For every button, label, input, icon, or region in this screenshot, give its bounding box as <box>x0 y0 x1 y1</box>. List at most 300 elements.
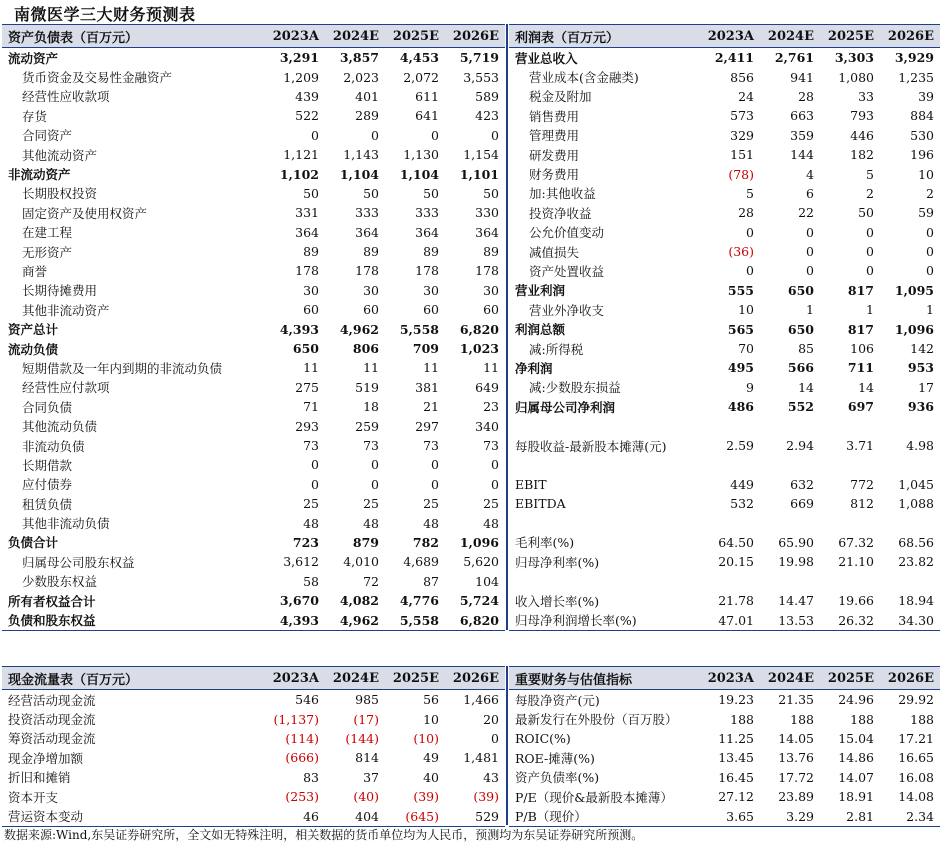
row-label: P/E（现价&最新股本摊薄） <box>515 789 673 805</box>
cell-value <box>880 572 940 591</box>
cell-value: 2.81 <box>820 806 880 826</box>
table-row <box>2 223 505 242</box>
table-row <box>509 203 940 222</box>
year-header: 2025E <box>820 667 880 690</box>
row-label: ROIC(%) <box>515 730 571 746</box>
cell-value: (144) <box>345 730 379 746</box>
cell-value: (39) <box>413 789 439 805</box>
cell-value: 13.53 <box>760 610 820 630</box>
cell-value: 14 <box>858 379 874 395</box>
cell-value: 4,453 <box>399 50 439 66</box>
cell-value: 11 <box>363 360 379 376</box>
cell-value: 449 <box>730 476 754 492</box>
row-label: 最新发行在外股份（百万股） <box>515 712 678 728</box>
table-row <box>2 281 505 300</box>
cell-value <box>820 416 880 435</box>
row-label: 每股收益-最新股本摊薄(元) <box>515 438 667 454</box>
row-label: 流动负债 <box>8 341 59 357</box>
cell-value: 60 <box>483 302 499 318</box>
table-row <box>2 184 505 203</box>
cell-value: 4,962 <box>339 321 379 337</box>
cell-value: 43 <box>483 769 499 785</box>
row-label: 少数股东权益 <box>22 574 98 590</box>
table-row <box>2 87 505 106</box>
cell-value: 423 <box>475 108 499 124</box>
cell-value: 641 <box>415 108 439 124</box>
table-row <box>509 145 940 164</box>
cell-value: 196 <box>910 147 934 163</box>
table-row <box>2 126 505 145</box>
cell-value: (78) <box>728 166 754 182</box>
cell-value: 0 <box>926 224 934 240</box>
cell-value: 14.08 <box>898 789 934 805</box>
table-row <box>2 455 505 474</box>
cell-value: 1,101 <box>459 166 499 182</box>
cell-value: 188 <box>850 711 874 727</box>
row-label: 经营性应收款项 <box>22 89 110 105</box>
cell-value: 884 <box>910 108 934 124</box>
cell-value: 0 <box>371 127 379 143</box>
cell-value: 188 <box>730 711 754 727</box>
cell-value: 2,411 <box>714 50 754 66</box>
cell-value: 22 <box>798 205 814 221</box>
cell-value: 70 <box>738 341 754 357</box>
cell-value <box>760 513 820 532</box>
cell-value: 953 <box>907 360 934 376</box>
table-row <box>2 164 505 183</box>
cell-value: 0 <box>866 244 874 260</box>
cell-value: 178 <box>415 263 439 279</box>
row-label: 所有者权益合计 <box>8 593 96 609</box>
cell-value: 0 <box>311 127 319 143</box>
cell-value: 23 <box>483 399 499 415</box>
year-header: 2025E <box>820 25 880 48</box>
table-row <box>509 475 940 494</box>
cell-value: 19.98 <box>778 554 814 570</box>
cell-value: 60 <box>423 302 439 318</box>
cell-value: 0 <box>311 476 319 492</box>
cell-value: 0 <box>746 263 754 279</box>
cell-value: 1,154 <box>463 147 499 163</box>
cell-value: 697 <box>847 399 874 415</box>
cell-value: 46 <box>265 806 325 826</box>
cell-value: 0 <box>866 263 874 279</box>
cell-value: 293 <box>295 418 319 434</box>
row-label: 销售费用 <box>529 108 580 124</box>
row-label: 应付债券 <box>22 477 73 493</box>
cell-value: (253) <box>285 789 319 805</box>
cell-value: 50 <box>363 185 379 201</box>
row-label: 利润总额 <box>515 322 566 338</box>
cell-value: 19.66 <box>838 593 874 609</box>
cell-value: 4,010 <box>343 554 379 570</box>
cell-value: 49 <box>423 750 439 766</box>
cell-value: 663 <box>790 108 814 124</box>
cell-value <box>880 455 940 474</box>
row-label <box>509 513 700 532</box>
table-row <box>2 261 505 280</box>
cell-value: 14.47 <box>778 593 814 609</box>
cell-value: 2.94 <box>786 438 814 453</box>
cell-value: 297 <box>415 418 439 434</box>
table-row <box>509 729 940 748</box>
table-row <box>2 572 505 591</box>
row-label: 加:其他收益 <box>529 186 596 202</box>
cell-value: 817 <box>847 321 874 337</box>
cell-value: 611 <box>415 88 439 104</box>
cell-value: 16.08 <box>898 769 934 785</box>
cell-value: 106 <box>850 341 874 357</box>
row-label: 投资活动现金流 <box>8 712 96 728</box>
cell-value: 24 <box>738 88 754 104</box>
metrics-header-row <box>509 667 940 690</box>
cell-value: 188 <box>910 711 934 727</box>
row-label: 其他流动负债 <box>22 419 98 435</box>
cell-value: 0 <box>806 244 814 260</box>
cell-value: 2,023 <box>343 69 379 85</box>
cell-value: 2 <box>926 185 934 201</box>
year-header: 2026E <box>880 25 940 48</box>
row-label: 现金净增加额 <box>8 750 84 766</box>
row-label: 其他流动资产 <box>22 147 98 163</box>
cell-value: (666) <box>285 750 319 766</box>
table-row <box>509 455 940 474</box>
cell-value: 14.86 <box>838 750 874 766</box>
cell-value <box>700 513 760 532</box>
cell-value <box>880 416 940 435</box>
cell-value: 1,080 <box>838 69 874 85</box>
table-row <box>2 475 505 494</box>
cell-value: 519 <box>355 379 379 395</box>
cell-value: 83 <box>303 769 319 785</box>
cell-value: 446 <box>850 127 874 143</box>
cell-value: 14 <box>798 379 814 395</box>
cell-value: 364 <box>475 224 499 240</box>
cell-value: 329 <box>730 127 754 143</box>
cell-value: 522 <box>295 108 319 124</box>
cell-value: 73 <box>363 438 379 453</box>
cell-value: 48 <box>423 515 439 531</box>
cell-value: 0 <box>431 457 439 473</box>
cell-value: 530 <box>910 127 934 143</box>
table-row <box>2 242 505 261</box>
table-row <box>2 416 505 435</box>
row-label: 减:所得税 <box>529 341 584 357</box>
table-row <box>509 242 940 261</box>
cell-value: 72 <box>363 573 379 589</box>
row-label: 资产负债率(%) <box>515 770 600 786</box>
table-row <box>509 126 940 145</box>
cell-value: 817 <box>847 282 874 298</box>
year-header: 2026E <box>445 667 505 690</box>
table-row <box>2 610 505 630</box>
cell-value: 3,929 <box>894 50 934 66</box>
row-label: 营业总收入 <box>515 50 578 66</box>
cell-value: 14.07 <box>838 769 874 785</box>
row-label: 营运资本变动 <box>2 806 265 826</box>
cell-value: 4 <box>806 166 814 182</box>
cell-value: 0 <box>371 476 379 492</box>
cell-value: 1,235 <box>898 69 934 85</box>
cell-value: 330 <box>475 205 499 221</box>
table-row <box>509 806 940 826</box>
row-label: 其他非流动资产 <box>22 302 110 318</box>
cell-value: 40 <box>423 769 439 785</box>
cell-value: 27.12 <box>718 789 754 805</box>
cell-value: 59 <box>918 205 934 221</box>
cashflow-table <box>2 666 505 827</box>
cell-value: 1 <box>926 302 934 318</box>
cell-value: (10) <box>413 730 439 746</box>
row-label: 减值损失 <box>529 244 580 260</box>
table-row <box>509 768 940 787</box>
cell-value: 1,104 <box>339 166 379 182</box>
cell-value: 26.32 <box>820 610 880 630</box>
cell-value: 814 <box>355 750 379 766</box>
cell-value: 87 <box>423 573 439 589</box>
cell-value: 47.01 <box>700 610 760 630</box>
cell-value: 0 <box>926 263 934 279</box>
row-label: 收入增长率(%) <box>515 593 600 609</box>
cell-value: 29.92 <box>898 692 934 708</box>
table-row <box>509 397 940 416</box>
cell-value: 529 <box>445 806 505 826</box>
table-row <box>509 261 940 280</box>
cell-value: 50 <box>423 185 439 201</box>
cell-value: 3,857 <box>339 50 379 66</box>
row-label: 经营活动现金流 <box>8 692 96 708</box>
row-label <box>509 416 700 435</box>
cell-value: (17) <box>353 711 379 727</box>
cell-value: 0 <box>806 263 814 279</box>
cell-value: 3,612 <box>283 554 319 570</box>
cell-value: 21.35 <box>778 692 814 708</box>
cell-value: 10 <box>918 166 934 182</box>
cell-value: 1,130 <box>403 147 439 163</box>
cell-value: (39) <box>473 789 499 805</box>
cell-value: 89 <box>303 244 319 260</box>
balance-header-row <box>2 25 505 48</box>
cell-value: 709 <box>412 341 439 357</box>
report-title: 南微医学三大财务预测表 <box>14 5 196 24</box>
income-header-row <box>509 25 940 48</box>
cell-value: 178 <box>295 263 319 279</box>
cell-value: 60 <box>303 302 319 318</box>
row-label: 税金及附加 <box>529 89 592 105</box>
cell-value <box>700 416 760 435</box>
row-label: EBITDA <box>515 496 566 512</box>
cell-value: 359 <box>790 127 814 143</box>
table-row <box>509 358 940 377</box>
year-header: 2023A <box>265 667 325 690</box>
cell-value: 11.25 <box>718 730 754 746</box>
cell-value: (114) <box>285 730 319 746</box>
cell-value: 793 <box>850 108 874 124</box>
cell-value: 30 <box>423 282 439 298</box>
cell-value: 6,820 <box>459 321 499 337</box>
vertical-divider-bottom <box>506 666 508 825</box>
table-row <box>2 729 505 748</box>
cell-value: 1,045 <box>898 476 934 492</box>
cell-value: 669 <box>790 496 814 512</box>
cell-value: 1,209 <box>283 69 319 85</box>
cell-value: 333 <box>355 205 379 221</box>
row-label: 归属母公司净利润 <box>515 399 616 415</box>
cell-value: 555 <box>727 282 754 298</box>
table-row <box>509 87 940 106</box>
cell-value: 73 <box>483 438 499 453</box>
cell-value: 0 <box>431 476 439 492</box>
cell-value: 73 <box>423 438 439 453</box>
table-row <box>2 494 505 513</box>
cell-value: 15.04 <box>838 730 874 746</box>
cell-value: 28 <box>798 88 814 104</box>
cell-value: 39 <box>918 88 934 104</box>
cell-value: 20 <box>483 711 499 727</box>
cell-value: 381 <box>415 379 439 395</box>
table-row <box>509 552 940 571</box>
cell-value: 565 <box>727 321 754 337</box>
table-row <box>2 690 505 710</box>
row-label: 固定资产及使用权资产 <box>22 205 148 221</box>
table-row <box>509 494 940 513</box>
row-label: P/B（现价） <box>509 806 700 826</box>
cell-value: 60 <box>363 302 379 318</box>
metrics-table <box>509 666 940 827</box>
cell-value: 331 <box>295 205 319 221</box>
year-header: 2023A <box>700 667 760 690</box>
table-row <box>509 378 940 397</box>
row-label: 毛利率(%) <box>515 535 575 551</box>
cell-value: 58 <box>303 573 319 589</box>
cell-value: 4,689 <box>403 554 439 570</box>
cell-value: 19.23 <box>718 692 754 708</box>
cell-value: 64.50 <box>718 534 754 550</box>
cell-value: 0 <box>491 457 499 473</box>
table-row <box>509 223 940 242</box>
cell-value: 17.72 <box>778 769 814 785</box>
cell-value: 856 <box>730 69 754 85</box>
table-row <box>509 281 940 300</box>
cell-value: 5,620 <box>463 554 499 570</box>
cell-value: 1,121 <box>283 147 319 163</box>
cell-value: 188 <box>790 711 814 727</box>
cell-value: 34.30 <box>880 610 940 630</box>
cell-value: 632 <box>790 476 814 492</box>
cell-value: 650 <box>787 282 814 298</box>
cell-value: 17.21 <box>898 730 934 746</box>
cell-value: 879 <box>352 534 379 550</box>
table-row <box>2 339 505 358</box>
cell-value: 178 <box>355 263 379 279</box>
cell-value: 711 <box>847 360 874 376</box>
cell-value: 89 <box>423 244 439 260</box>
cell-value: 11 <box>423 360 439 376</box>
table-row <box>509 690 940 710</box>
table-row <box>2 67 505 86</box>
row-label: 营业外净收支 <box>529 302 605 318</box>
cell-value: 50 <box>483 185 499 201</box>
cell-value: 5,558 <box>399 321 439 337</box>
cell-value: 649 <box>475 379 499 395</box>
row-label: ROE-摊薄(%) <box>515 750 595 766</box>
row-label: 负债合计 <box>8 535 59 551</box>
row-label: 商誉 <box>22 263 48 279</box>
cell-value: 28 <box>738 205 754 221</box>
row-label: 折旧和摊销 <box>8 770 71 786</box>
cell-value: 89 <box>483 244 499 260</box>
cell-value: 364 <box>415 224 439 240</box>
cell-value: 23.89 <box>778 789 814 805</box>
table-row <box>509 67 940 86</box>
row-label: 每股净资产(元) <box>515 692 600 708</box>
row-label: 其他非流动负债 <box>22 516 110 532</box>
table-row <box>2 436 505 455</box>
cell-value: 30 <box>483 282 499 298</box>
cell-value: 723 <box>292 534 319 550</box>
year-header: 2026E <box>880 667 940 690</box>
cell-value: 573 <box>730 108 754 124</box>
table-row <box>2 145 505 164</box>
cell-value: 48 <box>303 515 319 531</box>
cell-value: 1,096 <box>894 321 934 337</box>
cell-value <box>760 416 820 435</box>
cashflow-title: 现金流量表（百万元） <box>2 667 265 690</box>
cell-value: 364 <box>355 224 379 240</box>
row-label: 财务费用 <box>529 167 580 183</box>
cell-value: 21.78 <box>718 593 754 609</box>
cell-value: 275 <box>295 379 319 395</box>
cell-value: 16.65 <box>898 750 934 766</box>
table-row <box>2 768 505 787</box>
cell-value: 182 <box>850 147 874 163</box>
cell-value: 0 <box>311 457 319 473</box>
cell-value: 50 <box>858 205 874 221</box>
row-label: 货币资金及交易性金融资产 <box>22 70 173 86</box>
table-row <box>509 513 940 532</box>
cell-value: 401 <box>355 88 379 104</box>
table-row <box>509 748 940 767</box>
cell-value: 4,393 <box>279 321 319 337</box>
row-label: 负债和股东权益 <box>2 610 265 630</box>
cell-value: 404 <box>325 806 385 826</box>
year-header: 2024E <box>760 25 820 48</box>
cell-value: 532 <box>730 496 754 512</box>
table-row <box>2 591 505 610</box>
cell-value: 0 <box>926 244 934 260</box>
table-row <box>2 300 505 319</box>
cell-value <box>820 572 880 591</box>
cell-value: 5,719 <box>459 50 499 66</box>
row-label <box>509 572 700 591</box>
cell-value: 0 <box>371 457 379 473</box>
cell-value <box>820 513 880 532</box>
cell-value: 812 <box>850 496 874 512</box>
cell-value: 2,761 <box>774 50 814 66</box>
cell-value: 589 <box>475 88 499 104</box>
row-label: 租赁负债 <box>22 496 73 512</box>
cell-value <box>820 455 880 474</box>
cell-value: 486 <box>727 399 754 415</box>
cell-value: 4,776 <box>399 593 439 609</box>
cell-value: 1,088 <box>898 496 934 512</box>
table-row <box>2 397 505 416</box>
cell-value: 1 <box>806 302 814 318</box>
cell-value: 11 <box>483 360 499 376</box>
row-label: 合同负债 <box>22 399 73 415</box>
cell-value: 340 <box>475 418 499 434</box>
row-label: 筹资活动现金流 <box>8 731 96 747</box>
